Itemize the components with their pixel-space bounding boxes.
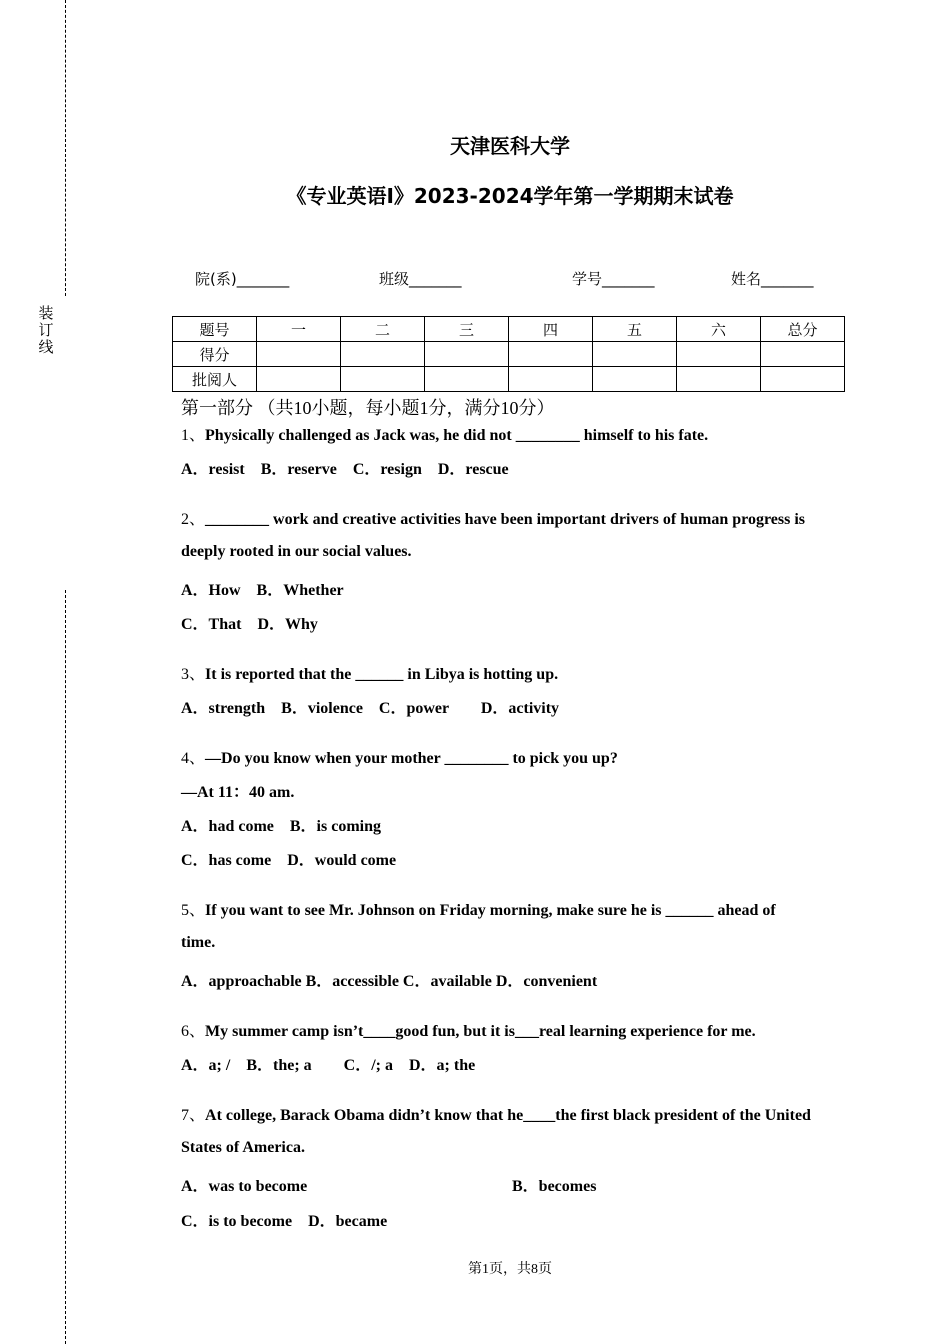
binding-char: 线 <box>38 338 54 356</box>
score-table <box>172 316 845 392</box>
table-cell-empty <box>761 367 845 392</box>
table-cell: 二 <box>341 317 425 342</box>
table-cell: 题号 <box>173 317 257 342</box>
question-text: If you want to see Mr. Johnson on Friday morning, make sure he is ______ ahead of <box>205 902 776 919</box>
question-text: My summer camp isn’t____good fun, but it is___real learning experience for me. <box>205 1023 756 1040</box>
question-4-options-cd: C．has come D．would come <box>181 852 397 869</box>
question-2 <box>181 506 805 529</box>
binding-char: 装 <box>38 304 54 322</box>
question-text: It is reported that the ______ in Libya is hotting up. <box>205 666 559 683</box>
question-text: At college, Barack Obama didn’t know that he____the first black president of the United <box>205 1107 811 1124</box>
table-cell-empty <box>677 342 761 367</box>
question-7-options-cd: C．is to become D．became <box>181 1213 388 1230</box>
university-title: 天津医科大学 <box>450 134 570 158</box>
binding-char: 订 <box>38 321 54 339</box>
table-cell: 五 <box>593 317 677 342</box>
score-table-grader-row <box>173 367 845 392</box>
name-field: 姓名_______ <box>731 270 814 288</box>
table-cell-empty <box>341 342 425 367</box>
table-cell-empty <box>425 367 509 392</box>
question-number: 7、 <box>181 1107 206 1124</box>
table-cell-empty <box>509 342 593 367</box>
question-7-option-b: B．becomes <box>512 1178 597 1195</box>
question-text: Physically challenged as Jack was, he did not ________ himself to his fate. <box>205 427 709 444</box>
table-cell: 总分 <box>761 317 845 342</box>
score-table-score-row <box>173 342 845 367</box>
question-text: ________ work and creative activities have been important drivers of human progress is <box>205 511 805 528</box>
question-number: 4、 <box>181 750 206 767</box>
table-cell-empty <box>677 367 761 392</box>
table-cell-empty <box>341 367 425 392</box>
question-number: 1、 <box>181 427 206 444</box>
table-cell-empty <box>257 367 341 392</box>
question-number: 6、 <box>181 1023 206 1040</box>
question-4 <box>181 745 618 768</box>
student-id-field: 学号_______ <box>572 270 655 288</box>
table-cell: 批阅人 <box>173 367 257 392</box>
page-footer: 第1页，共8页 <box>468 1262 552 1277</box>
question-2-options-ab: A．How B．Whether <box>181 582 344 599</box>
section-title: 第一部分 （共10小题，每小题1分，满分10分） <box>181 398 555 418</box>
question-2-options-cd: C．That D．Why <box>181 616 318 633</box>
question-4-reply: —At 11：40 am. <box>181 784 295 801</box>
question-1-options: A．resist B．reserve C．resign D．rescue <box>181 461 509 478</box>
question-text: —Do you know when your mother ________ to pick you up? <box>205 750 618 767</box>
table-cell: 得分 <box>173 342 257 367</box>
question-3-options: A．strength B．violence C．power D．activity <box>181 700 560 717</box>
table-cell-empty <box>593 367 677 392</box>
question-number: 3、 <box>181 666 206 683</box>
binding-dashed-line-bottom <box>65 590 66 1344</box>
question-5-options: A．approachable B．accessible C．available D．convenient <box>181 973 598 990</box>
question-5 <box>181 897 776 920</box>
question-6-options: A．a; / B．the; a C．/; a D．a; the <box>181 1057 476 1074</box>
table-cell: 六 <box>677 317 761 342</box>
table-cell-empty <box>425 342 509 367</box>
table-cell-empty <box>509 367 593 392</box>
question-6 <box>181 1018 756 1041</box>
table-cell: 一 <box>257 317 341 342</box>
question-5-continued: time. <box>181 934 216 951</box>
score-table-header-row <box>173 317 845 342</box>
question-3 <box>181 661 558 684</box>
question-2-continued: deeply rooted in our social values. <box>181 543 412 560</box>
table-cell: 三 <box>425 317 509 342</box>
exam-title: 《专业英语Ⅰ》2023-2024学年第一学期期末试卷 <box>286 184 734 208</box>
question-7-continued: States of America. <box>181 1139 305 1156</box>
table-cell-empty <box>761 342 845 367</box>
question-number: 5、 <box>181 902 206 919</box>
question-7-option-a: A．was to become <box>181 1178 308 1195</box>
department-field: 院(系)_______ <box>195 270 290 288</box>
class-field: 班级_______ <box>379 270 462 288</box>
table-cell-empty <box>257 342 341 367</box>
question-7 <box>181 1102 811 1125</box>
table-cell-empty <box>593 342 677 367</box>
binding-label <box>37 305 55 356</box>
student-info-row <box>0 268 950 292</box>
question-4-options-ab: A．had come B．is coming <box>181 818 382 835</box>
table-cell: 四 <box>509 317 593 342</box>
question-number: 2、 <box>181 511 206 528</box>
question-1 <box>181 422 708 445</box>
